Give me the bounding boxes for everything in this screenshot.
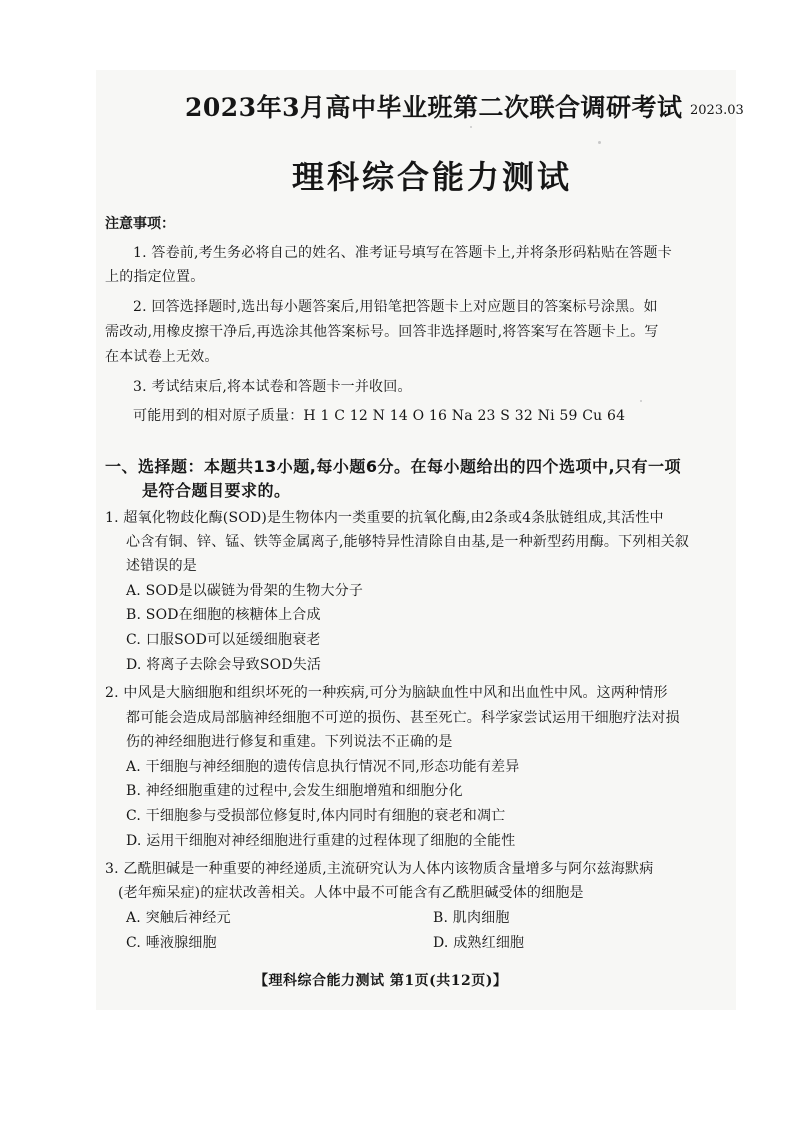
question-stem: 2. 中风是大脑细胞和组织坏死的一种疾病,可分为脑缺血性中风和出血性中风。这两种情形 — [105, 685, 668, 701]
section-title: 一、选择题：本题共13小题,每小题6分。在每小题给出的四个选项中,只有一项 — [105, 457, 682, 476]
scan-speck — [598, 141, 601, 144]
question-option: B. 肌肉细胞 — [433, 910, 510, 926]
notes-line: 上的指定位置。 — [105, 269, 205, 285]
notes-line: 在本试卷上无效。 — [105, 349, 219, 365]
page-footer: 【理科综合能力测试 第1页(共12页)】 — [254, 973, 508, 989]
question-option: B. 神经细胞重建的过程中,会发生细胞增殖和细胞分化 — [126, 783, 463, 799]
question-option: D. 成熟红细胞 — [433, 935, 525, 951]
question-option: A. SOD是以碳链为骨架的生物大分子 — [126, 583, 364, 599]
question-option: C. 唾液腺细胞 — [126, 935, 217, 951]
notes-heading: 注意事项： — [105, 216, 175, 232]
question-option: D. 将离子去除会导致SOD失活 — [126, 657, 322, 673]
notes-line: 1. 答卷前,考生务必将自己的姓名、准考证号填写在答题卡上,并将条形码粘贴在答题卡 — [133, 245, 672, 261]
section-title: 是符合题目要求的。 — [142, 481, 291, 500]
question-option: A. 干细胞与神经细胞的遗传信息执行情况不同,形态功能有差异 — [126, 759, 520, 775]
question-stem: 3. 乙酰胆碱是一种重要的神经递质,主流研究认为人体内该物质含量增多与阿尔兹海默病 — [105, 861, 654, 877]
exam-title: 2023年3月高中毕业班第二次联合调研考试 — [185, 93, 683, 122]
question-option: D. 运用干细胞对神经细胞进行重建的过程体现了细胞的全能性 — [126, 833, 516, 849]
question-stem: 心含有铜、锌、锰、铁等金属离子,能够特异性清除自由基,是一种新型药用酶。下列相关叙 — [126, 534, 690, 550]
notes-line: 2. 回答选择题时,选出每小题答案后,用铅笔把答题卡上对应题目的答案标号涂黑。如 — [133, 299, 658, 315]
question-stem: 都可能会造成局部脑神经细胞不可逆的损伤、甚至死亡。科学家尝试运用干细胞疗法对损 — [126, 710, 680, 726]
notes-line: 需改动,用橡皮擦干净后,再选涂其他答案标号。回答非选择题时,将答案写在答题卡上。写 — [105, 324, 659, 340]
subject-title: 理科综合能力测试 — [292, 158, 573, 196]
question-stem: 1. 超氧化物歧化酶(SOD)是生物体内一类重要的抗氧化酶,由2条或4条肽链组成,其活性中 — [105, 510, 664, 526]
question-stem: 述错误的是 — [126, 558, 197, 574]
exam-date: 2023.03 — [690, 103, 744, 118]
question-option: C. 干细胞参与受损部位修复时,体内同时有细胞的衰老和凋亡 — [126, 808, 506, 824]
question-option: C. 口服SOD可以延缓细胞衰老 — [126, 632, 321, 648]
question-stem: (老年痴呆症)的症状改善相关。人体中最不可能含有乙酰胆碱受体的细胞是 — [118, 885, 584, 901]
atomic-mass-line: 可能用到的相对原子质量：H 1 C 12 N 14 O 16 Na 23 S 32 Ni 59 Cu 64 — [133, 408, 626, 424]
scan-speck — [640, 400, 642, 402]
question-option: A. 突触后神经元 — [126, 910, 231, 926]
scan-speck — [470, 126, 472, 128]
question-stem: 伤的神经细胞进行修复和重建。下列说法不正确的是 — [126, 734, 453, 750]
question-option: B. SOD在细胞的核糖体上合成 — [126, 607, 321, 623]
notes-line: 3. 考试结束后,将本试卷和答题卡一并收回。 — [133, 379, 412, 395]
